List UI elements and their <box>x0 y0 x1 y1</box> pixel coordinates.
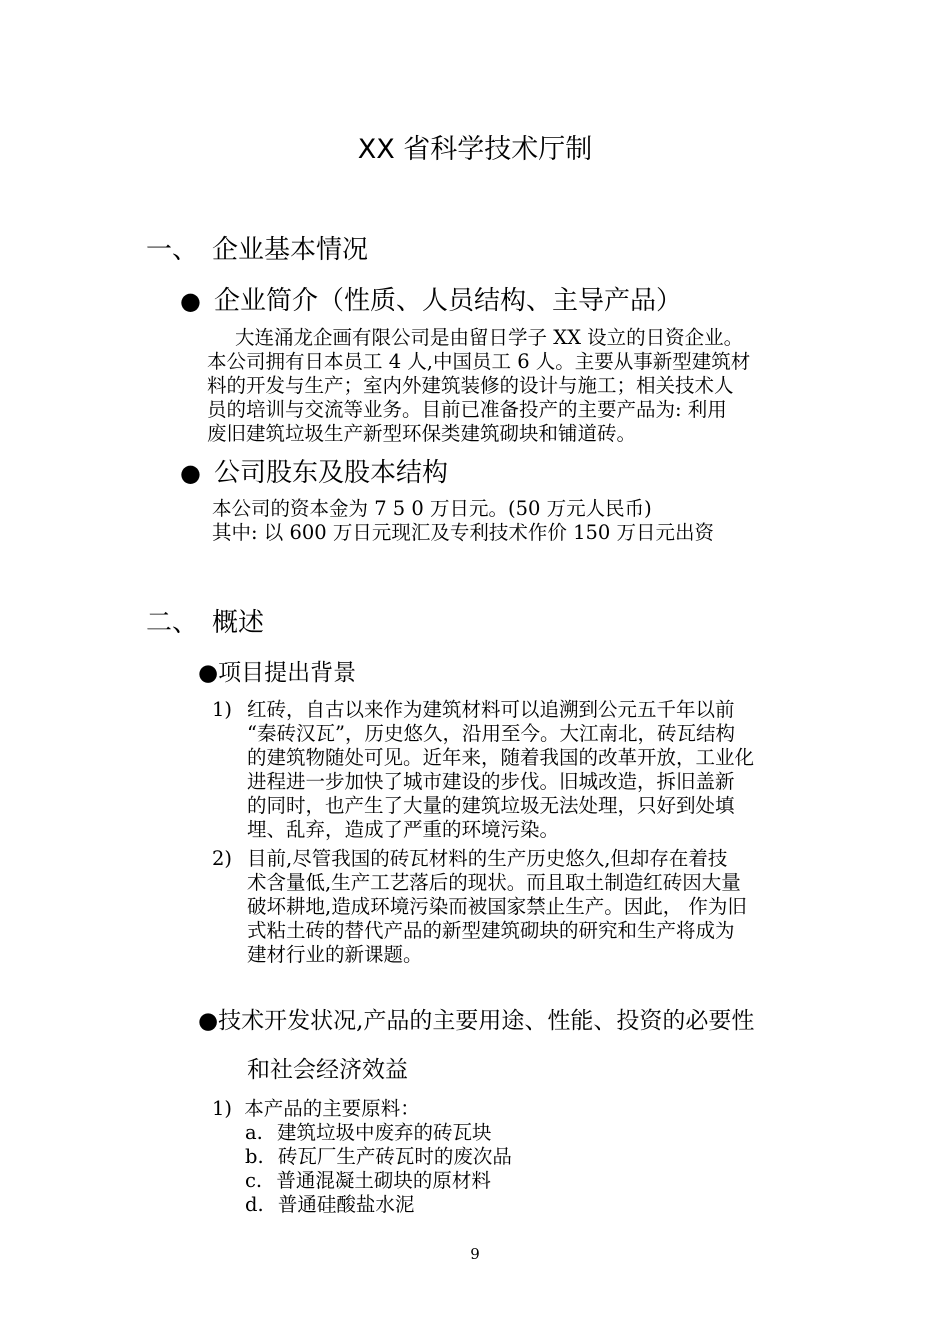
paragraph-line: 废旧建筑垃圾生产新型环保类建筑砌块和铺道砖。 <box>207 422 637 445</box>
paragraph-line: 破坏耕地,造成环境污染而被国家禁止生产。因此， 作为旧 <box>247 895 747 918</box>
list-item-number: 2) <box>212 847 233 870</box>
sub-list-text: 建筑垃圾中废弃的砖瓦块 <box>277 1121 492 1144</box>
paragraph-line: “秦砖汉瓦”，历史悠久，沿用至今。大江南北，砖瓦结构 <box>247 722 735 745</box>
page-number: 9 <box>470 1245 480 1263</box>
subsection-shareholders-title: 公司股东及股本结构 <box>214 458 449 488</box>
shareholders-paragraph <box>212 497 714 545</box>
sub-list-item <box>245 1169 491 1193</box>
paragraph-line: 埋、乱弃，造成了严重的环境污染。 <box>247 818 560 841</box>
subsection-shareholders-heading <box>180 453 448 493</box>
paragraph-line: 其中: 以 600 万日元现汇及专利技术作价 150 万日元出资 <box>212 521 715 544</box>
list-item-body <box>247 698 754 842</box>
paragraph-line: 的建筑物随处可见。近年来，随着我国的改革开放，工业化 <box>247 746 755 769</box>
paragraph-line: 本公司拥有日本员工 4 人,中国员工 6 人。主要从事新型建筑材 <box>207 350 751 373</box>
section-1-number: 一、 <box>146 235 199 265</box>
sub-list-marker: a. <box>245 1121 263 1144</box>
sub-list-marker: d. <box>245 1193 264 1216</box>
section-2-title: 概述 <box>212 608 265 638</box>
subsection-tech-dev-heading-cont: 和社会经济效益 <box>247 1057 408 1083</box>
section-2-heading <box>146 603 264 643</box>
list-item <box>212 698 812 848</box>
paragraph-line: 的同时，也产生了大量的建筑垃圾无法处理，只好到处填 <box>247 794 735 817</box>
subsection-company-intro-title: 企业简介（性质、人员结构、主导产品） <box>214 286 683 316</box>
list-item <box>212 1097 420 1121</box>
subsection-tech-dev-heading: ●技术开发状况,产品的主要用途、性能、投资的必要性 <box>198 1008 755 1034</box>
sub-list-marker: c. <box>245 1169 263 1192</box>
paragraph-line: 员的培训与交流等业务。目前已准备投产的主要产品为: 利用 <box>207 398 727 421</box>
document-title: XX 省科学技术厅制 <box>357 134 593 165</box>
list-item-number: 1) <box>212 1097 233 1120</box>
paragraph-line: 料的开发与生产；室内外建筑装修的设计与施工；相关技术人 <box>207 374 734 397</box>
sub-list-item <box>245 1145 512 1169</box>
subsection-company-intro-heading <box>180 281 682 321</box>
list-item <box>212 847 812 972</box>
company-intro-paragraph <box>207 326 750 446</box>
sub-list-item <box>245 1193 414 1217</box>
sub-list-marker: b. <box>245 1145 264 1168</box>
list-item-body <box>247 847 747 967</box>
bullet-icon: ● <box>180 287 201 315</box>
section-1-title: 企业基本情况 <box>212 235 369 265</box>
sub-list-text: 普通混凝土砌块的原材料 <box>276 1169 491 1192</box>
list-item-text: 本产品的主要原料： <box>244 1097 420 1120</box>
paragraph-line: 本公司的资本金为 7 5 0 万日元。(50 万元人民币) <box>212 497 652 520</box>
paragraph-line: 式粘土砖的替代产品的新型建筑砌块的研究和生产将成为 <box>247 919 735 942</box>
paragraph-line: 红砖，自古以来作为建筑材料可以追溯到公元五千年以前 <box>247 698 735 721</box>
list-item-number: 1) <box>212 698 233 721</box>
subsection-background-heading: ●项目提出背景 <box>198 660 357 686</box>
paragraph-line: 目前,尽管我国的砖瓦材料的生产历史悠久,但却存在着技 <box>247 847 728 870</box>
sub-list-item <box>245 1121 492 1145</box>
paragraph-line: 大连涌龙企画有限公司是由留日学子 XX 设立的日资企业。 <box>235 326 744 349</box>
section-1-heading <box>146 230 368 270</box>
paragraph-line: 术含量低,生产工艺落后的现状。而且取土制造红砖因大量 <box>247 871 741 894</box>
sub-list-text: 砖瓦厂生产砖瓦时的废次品 <box>277 1145 512 1168</box>
sub-list-text: 普通硅酸盐水泥 <box>277 1193 415 1216</box>
paragraph-line: 建材行业的新课题。 <box>247 943 423 966</box>
section-2-number: 二、 <box>146 608 199 638</box>
bullet-icon: ● <box>180 459 201 487</box>
paragraph-line: 进程进一步加快了城市建设的步伐。旧城改造，拆旧盖新 <box>247 770 735 793</box>
